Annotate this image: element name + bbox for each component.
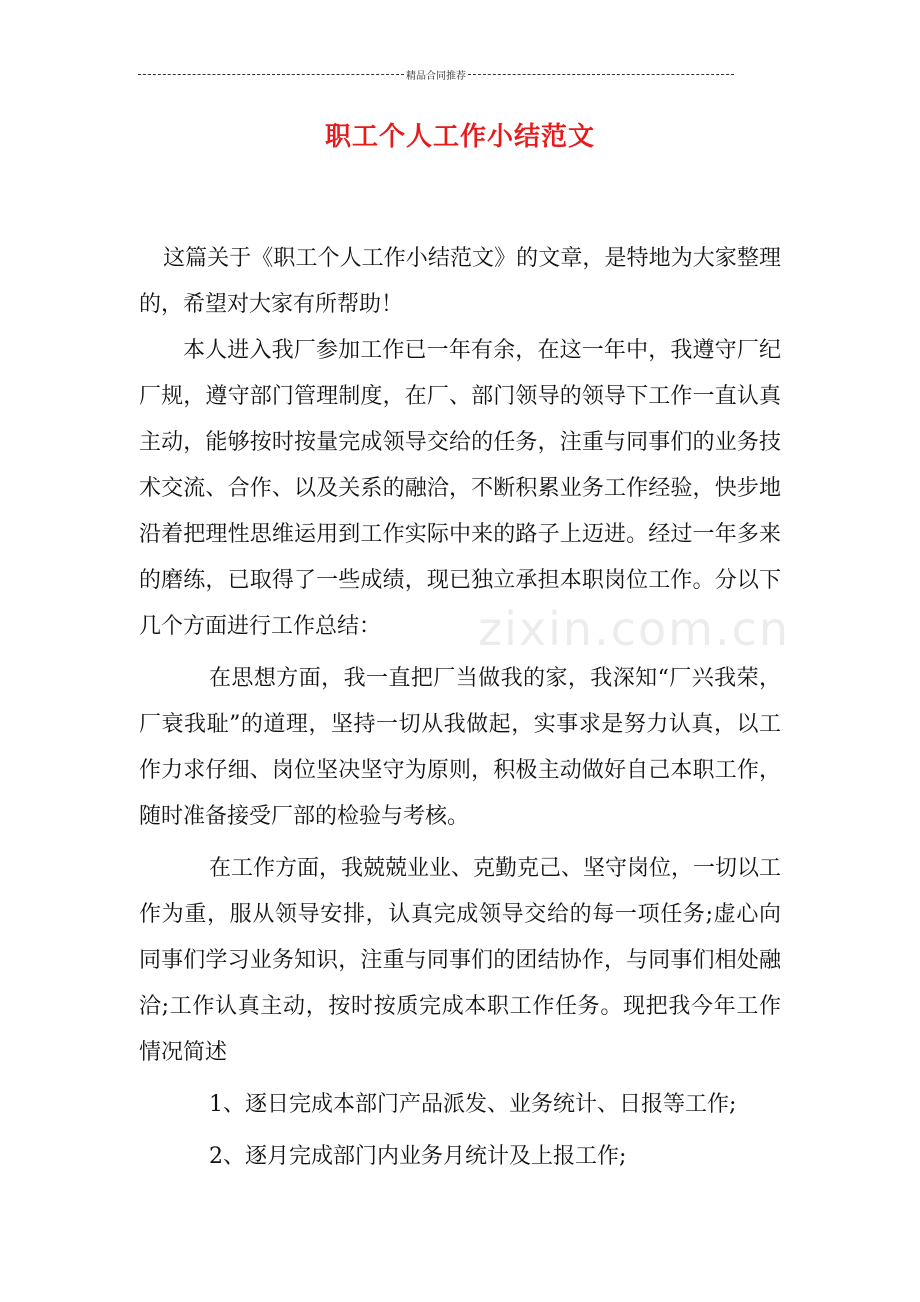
thinking-paragraph: 在思想方面，我一直把厂当做我的家，我深知“厂兴我荣，厂衰我耻”的道理，坚持一切从我做起，实事求是努力认真，以工作力求仔细、岗位坚决坚守为原则，积极主动做好自己本职工作，随时准备接受厂部的检验与考核。 [139, 666, 781, 829]
header-label: 精品合同推荐 [406, 70, 466, 82]
header-dash-right [468, 74, 734, 75]
header-dash-left [138, 74, 404, 75]
list-item: 2、逐月完成部门内业务月统计及上报工作; [209, 1144, 627, 1169]
document-title: 职工个人工作小结范文 [324, 122, 595, 152]
document-body [139, 236, 781, 1180]
work-paragraph: 在工作方面，我兢兢业业、克勤克己、坚守岗位，一切以工作为重，服从领导安排，认真完成领导交给的每一项任务;虚心向同事们学习业务知识，注重与同事们的团结协作，与同事们相处融洽;工作认真主动，按时按质完成本职工作任务。现把我今年工作情况简述 [139, 856, 782, 1065]
watermark: zixin.com.cn [478, 602, 791, 656]
header-rule [138, 66, 734, 82]
main-paragraph: 本人进入我厂参加工作已一年有余，在这一年中，我遵守厂纪厂规，遵守部门管理制度，在厂、部门领导的领导下工作一直认真主动，能够按时按量完成领导交给的任务，注重与同事们的业务技术交流、合作、以及关系的融洽，不断积累业务工作经验，快步地沿着把理性思维运用到工作实际中来的路子上迈进。经过一年多来的磨练，已取得了一些成绩，现已独立承担本职岗位工作。分以下几个方面进行工作总结： [139, 338, 781, 639]
list-item: 1、逐日完成本部门产品派发、业务统计、日报等工作; [209, 1092, 737, 1117]
intro-paragraph: 这篇关于《职工个人工作小结范文》的文章，是特地为大家整理的，希望对大家有所帮助！ [139, 246, 781, 317]
